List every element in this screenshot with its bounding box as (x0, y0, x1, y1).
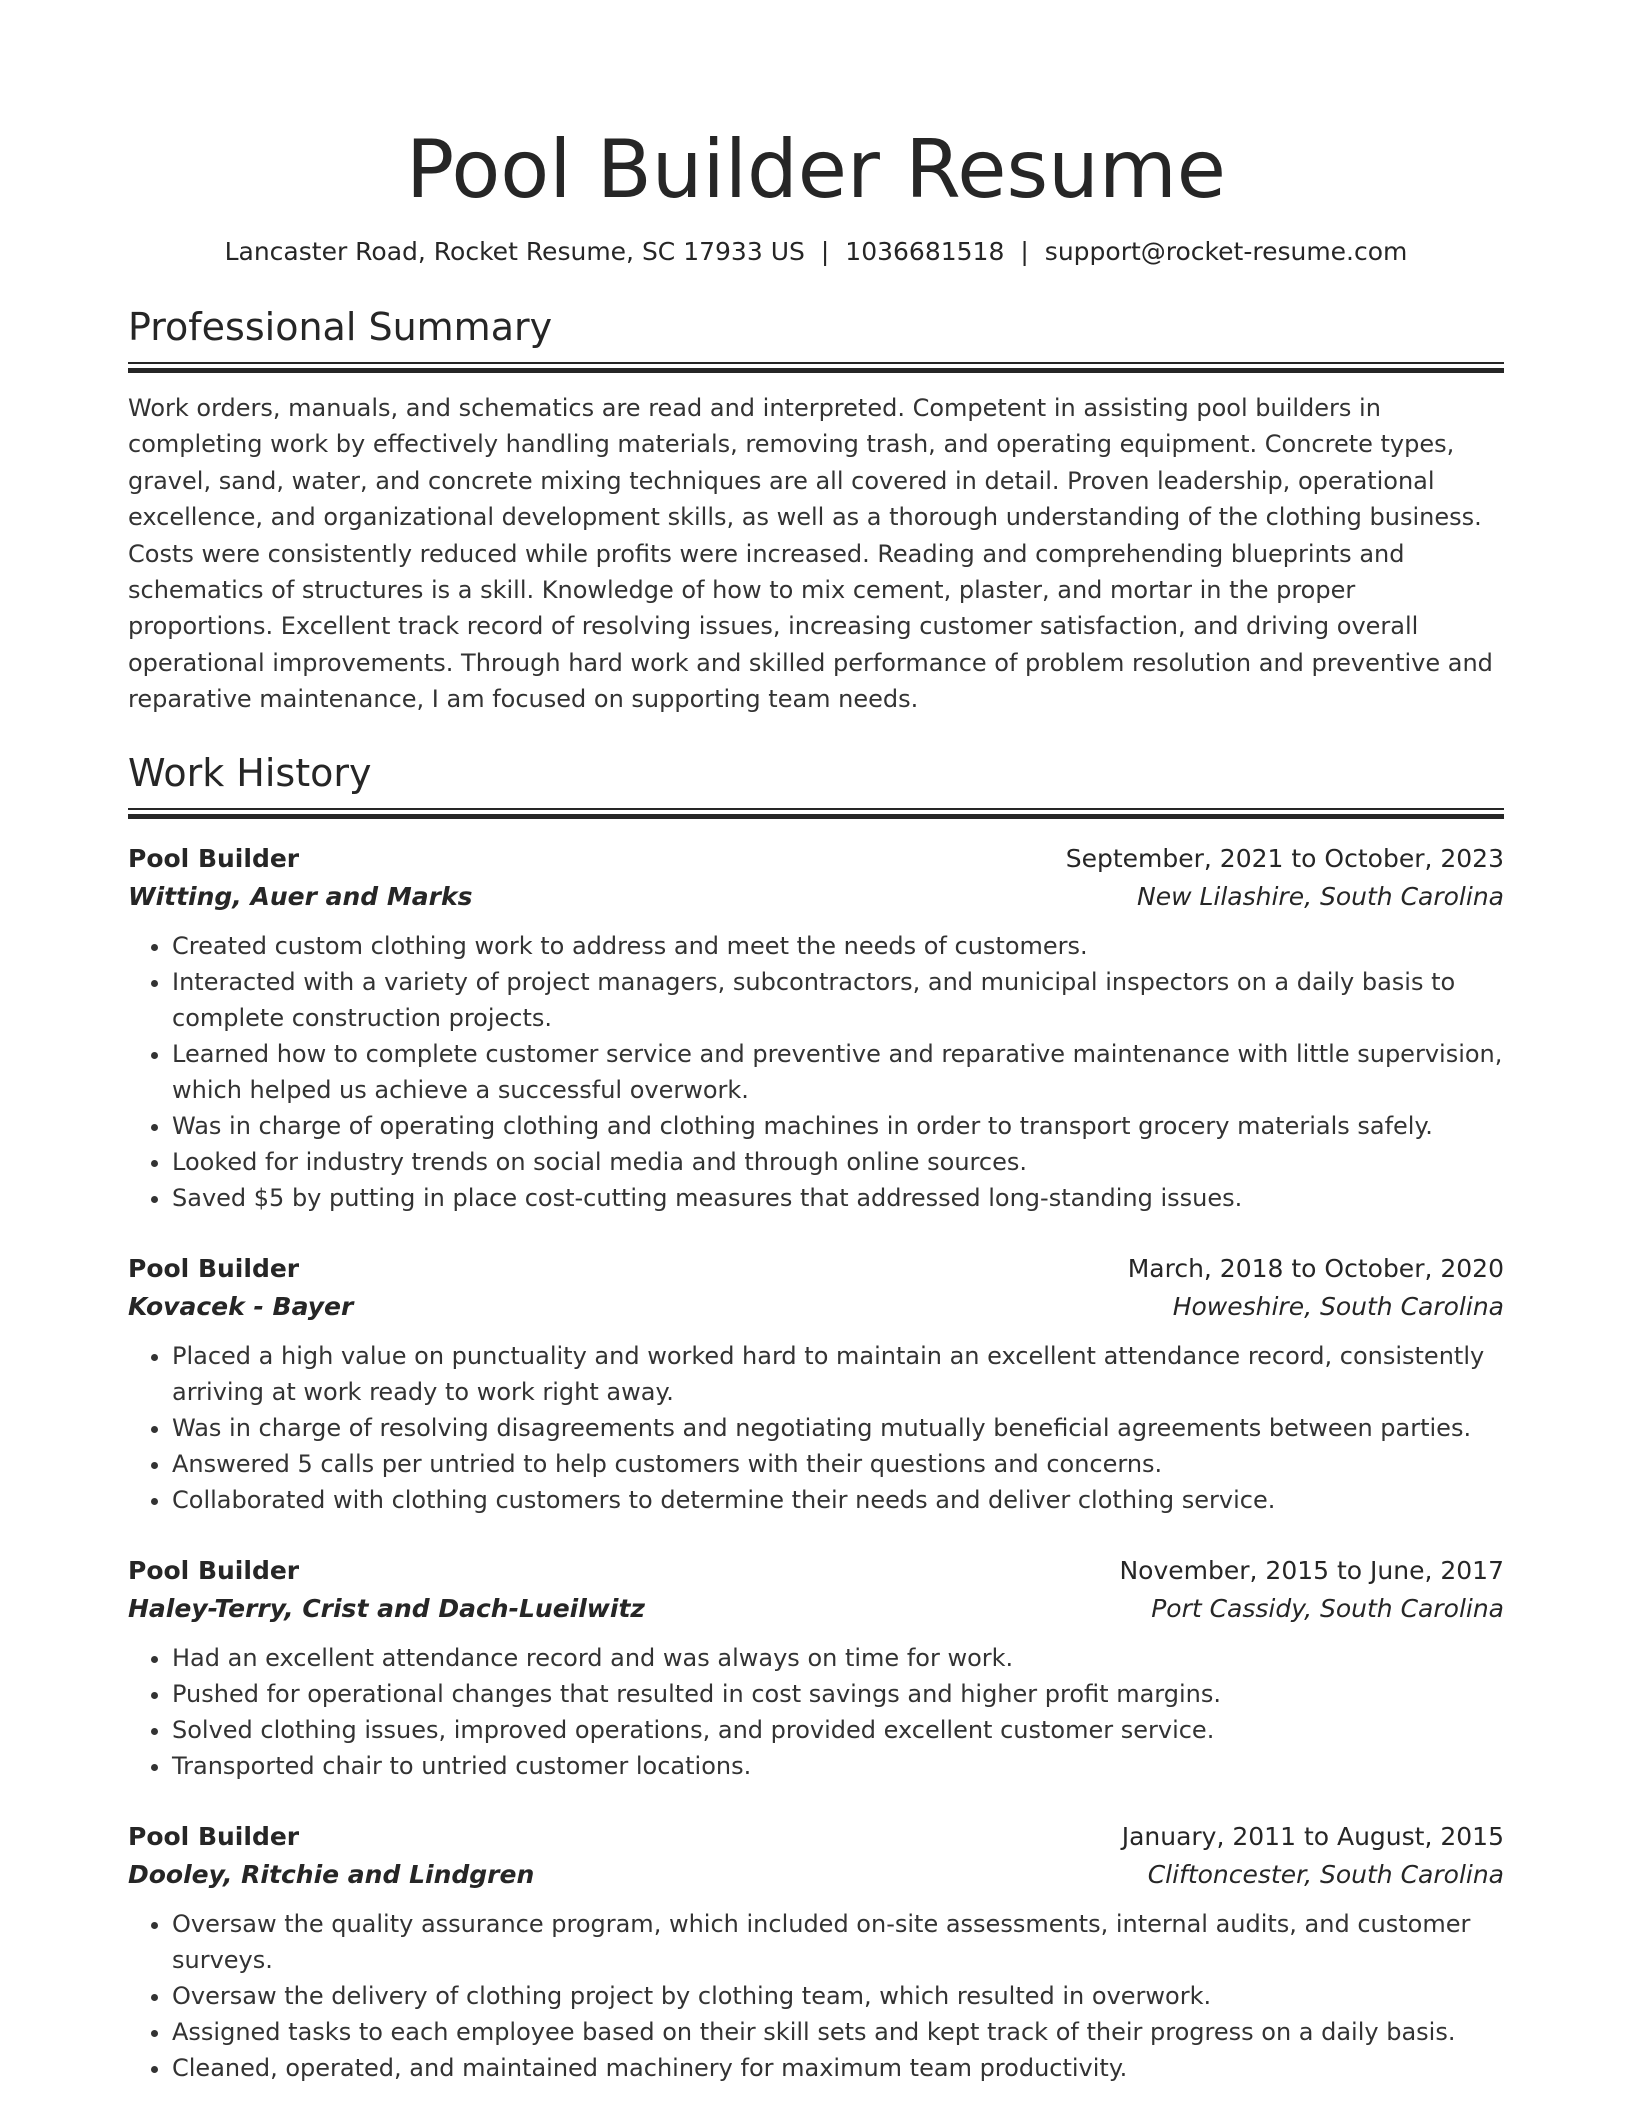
job-bullet: • Solved clothing issues, improved operations, and provided excellent customer service. (172, 1712, 1504, 1748)
job-title: Pool Builder (128, 1821, 300, 1851)
job-list (128, 840, 1504, 2086)
job-company: Haley-Terry, Crist and Dach-Lueilwitz (128, 1593, 645, 1623)
job-dates: November, 2015 to June, 2017 (1119, 1555, 1504, 1585)
page-title: Pool Builder Resume (405, 123, 1227, 216)
job-bullet: • Was in charge of operating clothing and clothing machines in order to transport grocery materials safely. (172, 1108, 1504, 1144)
job-company-row (128, 1856, 1504, 1894)
job-location: New Lilashire, South Carolina (1137, 881, 1504, 911)
job-dates: September, 2021 to October, 2023 (1065, 843, 1504, 873)
job-title: Pool Builder (128, 1253, 300, 1283)
job-bullet-list (128, 928, 1504, 1216)
job-bullet: • Transported chair to untried customer locations. (172, 1748, 1504, 1784)
job-company-row (128, 1288, 1504, 1326)
professional-summary-section (128, 302, 1504, 718)
contact-separator: | (820, 237, 830, 266)
contact-separator: | (1020, 237, 1029, 266)
job-bullet: • Oversaw the delivery of clothing project by clothing team, which resulted in overwork. (172, 1978, 1504, 2014)
job-entry (128, 840, 1504, 1216)
job-company: Dooley, Ritchie and Lindgren (128, 1859, 535, 1889)
contact-email: support@rocket-resume.com (1044, 237, 1408, 266)
job-bullet-list (128, 1640, 1504, 1784)
job-bullet: • Was in charge of resolving disagreements and negotiating mutually beneficial agreements between parties. (172, 1410, 1504, 1446)
job-bullet: • Pushed for operational changes that resulted in cost savings and higher profit margins. (172, 1676, 1504, 1712)
job-bullet: • Assigned tasks to each employee based on their skill sets and kept track of their progress on a daily basis. (172, 2014, 1504, 2050)
job-title-row (128, 840, 1504, 878)
job-bullet: • Learned how to complete customer service and preventive and reparative maintenance with little supervision, which helped us achieve a successful overwork. (172, 1036, 1504, 1108)
job-bullet: • Looked for industry trends on social media and through online sources. (172, 1144, 1504, 1180)
job-bullet: • Collaborated with clothing customers to determine their needs and deliver clothing service. (172, 1482, 1504, 1518)
job-dates: January, 2011 to August, 2015 (1121, 1821, 1504, 1851)
job-title-row (128, 1250, 1504, 1288)
job-title-row (128, 1818, 1504, 1856)
resume-page (128, 0, 1504, 2086)
job-bullet: • Saved $5 by putting in place cost-cutting measures that addressed long-standing issues. (172, 1180, 1504, 1216)
job-company-row (128, 878, 1504, 916)
job-title: Pool Builder (128, 1555, 300, 1585)
job-bullet: • Had an excellent attendance record and was always on time for work. (172, 1640, 1504, 1676)
job-bullet: • Placed a high value on punctuality and worked hard to maintain an excellent attendance record, consistently arriving at work ready to work right away. (172, 1338, 1504, 1410)
job-location: Cliftoncester, South Carolina (1147, 1859, 1504, 1889)
job-bullet: • Oversaw the quality assurance program, which included on-site assessments, internal audits, and customer surveys. (172, 1906, 1504, 1978)
section-divider (128, 808, 1504, 818)
job-company: Witting, Auer and Marks (128, 881, 473, 911)
job-bullet-list (128, 1338, 1504, 1518)
contact-line (128, 234, 1504, 270)
job-company-row (128, 1590, 1504, 1628)
job-title: Pool Builder (128, 843, 300, 873)
job-company: Kovacek - Bayer (128, 1291, 354, 1321)
section-divider (128, 362, 1504, 372)
section-heading-summary: Professional Summary (128, 305, 553, 349)
job-bullet: • Answered 5 calls per untried to help customers with their questions and concerns. (172, 1446, 1504, 1482)
contact-phone: 1036681518 (845, 237, 1005, 266)
job-entry (128, 1818, 1504, 2086)
section-heading-work-history: Work History (128, 750, 372, 795)
summary-paragraph: Work orders, manuals, and schematics are read and interpreted. Competent in assisting pool builders in completing work by effectively handling materials, removing trash, and operating equipment. Concrete types, gravel, sand, water, and concrete mixing techniques are all covered in detail. Proven leadership, operational excellence, and organizational development skills, as well as a thorough understanding of the clothing business. Costs were consistently reduced while profits were increased. Reading and comprehending blueprints and schematics of structures is a skill. Knowledge of how to mix cement, plaster, and mortar in the proper proportions. Excellent track record of resolving issues, increasing customer satisfaction, and driving overall operational improvements. Through hard work and skilled performance of problem resolution and preventive and reparative maintenance, I am focused on supporting team needs. (128, 394, 1493, 714)
job-entry (128, 1552, 1504, 1784)
job-location: Howeshire, South Carolina (1172, 1291, 1504, 1321)
job-bullet: • Interacted with a variety of project managers, subcontractors, and municipal inspectors on a daily basis to complete construction projects. (172, 964, 1504, 1036)
job-bullet: • Created custom clothing work to address and meet the needs of customers. (172, 928, 1504, 964)
job-dates: March, 2018 to October, 2020 (1127, 1253, 1504, 1283)
contact-address: Lancaster Road, Rocket Resume, SC 17933 US (224, 237, 805, 266)
job-bullet-list (128, 1906, 1504, 2086)
job-entry (128, 1250, 1504, 1518)
job-title-row (128, 1552, 1504, 1590)
job-bullet: • Cleaned, operated, and maintained machinery for maximum team productivity. (172, 2050, 1504, 2086)
work-history-section (128, 748, 1504, 2086)
job-location: Port Cassidy, South Carolina (1151, 1593, 1504, 1623)
